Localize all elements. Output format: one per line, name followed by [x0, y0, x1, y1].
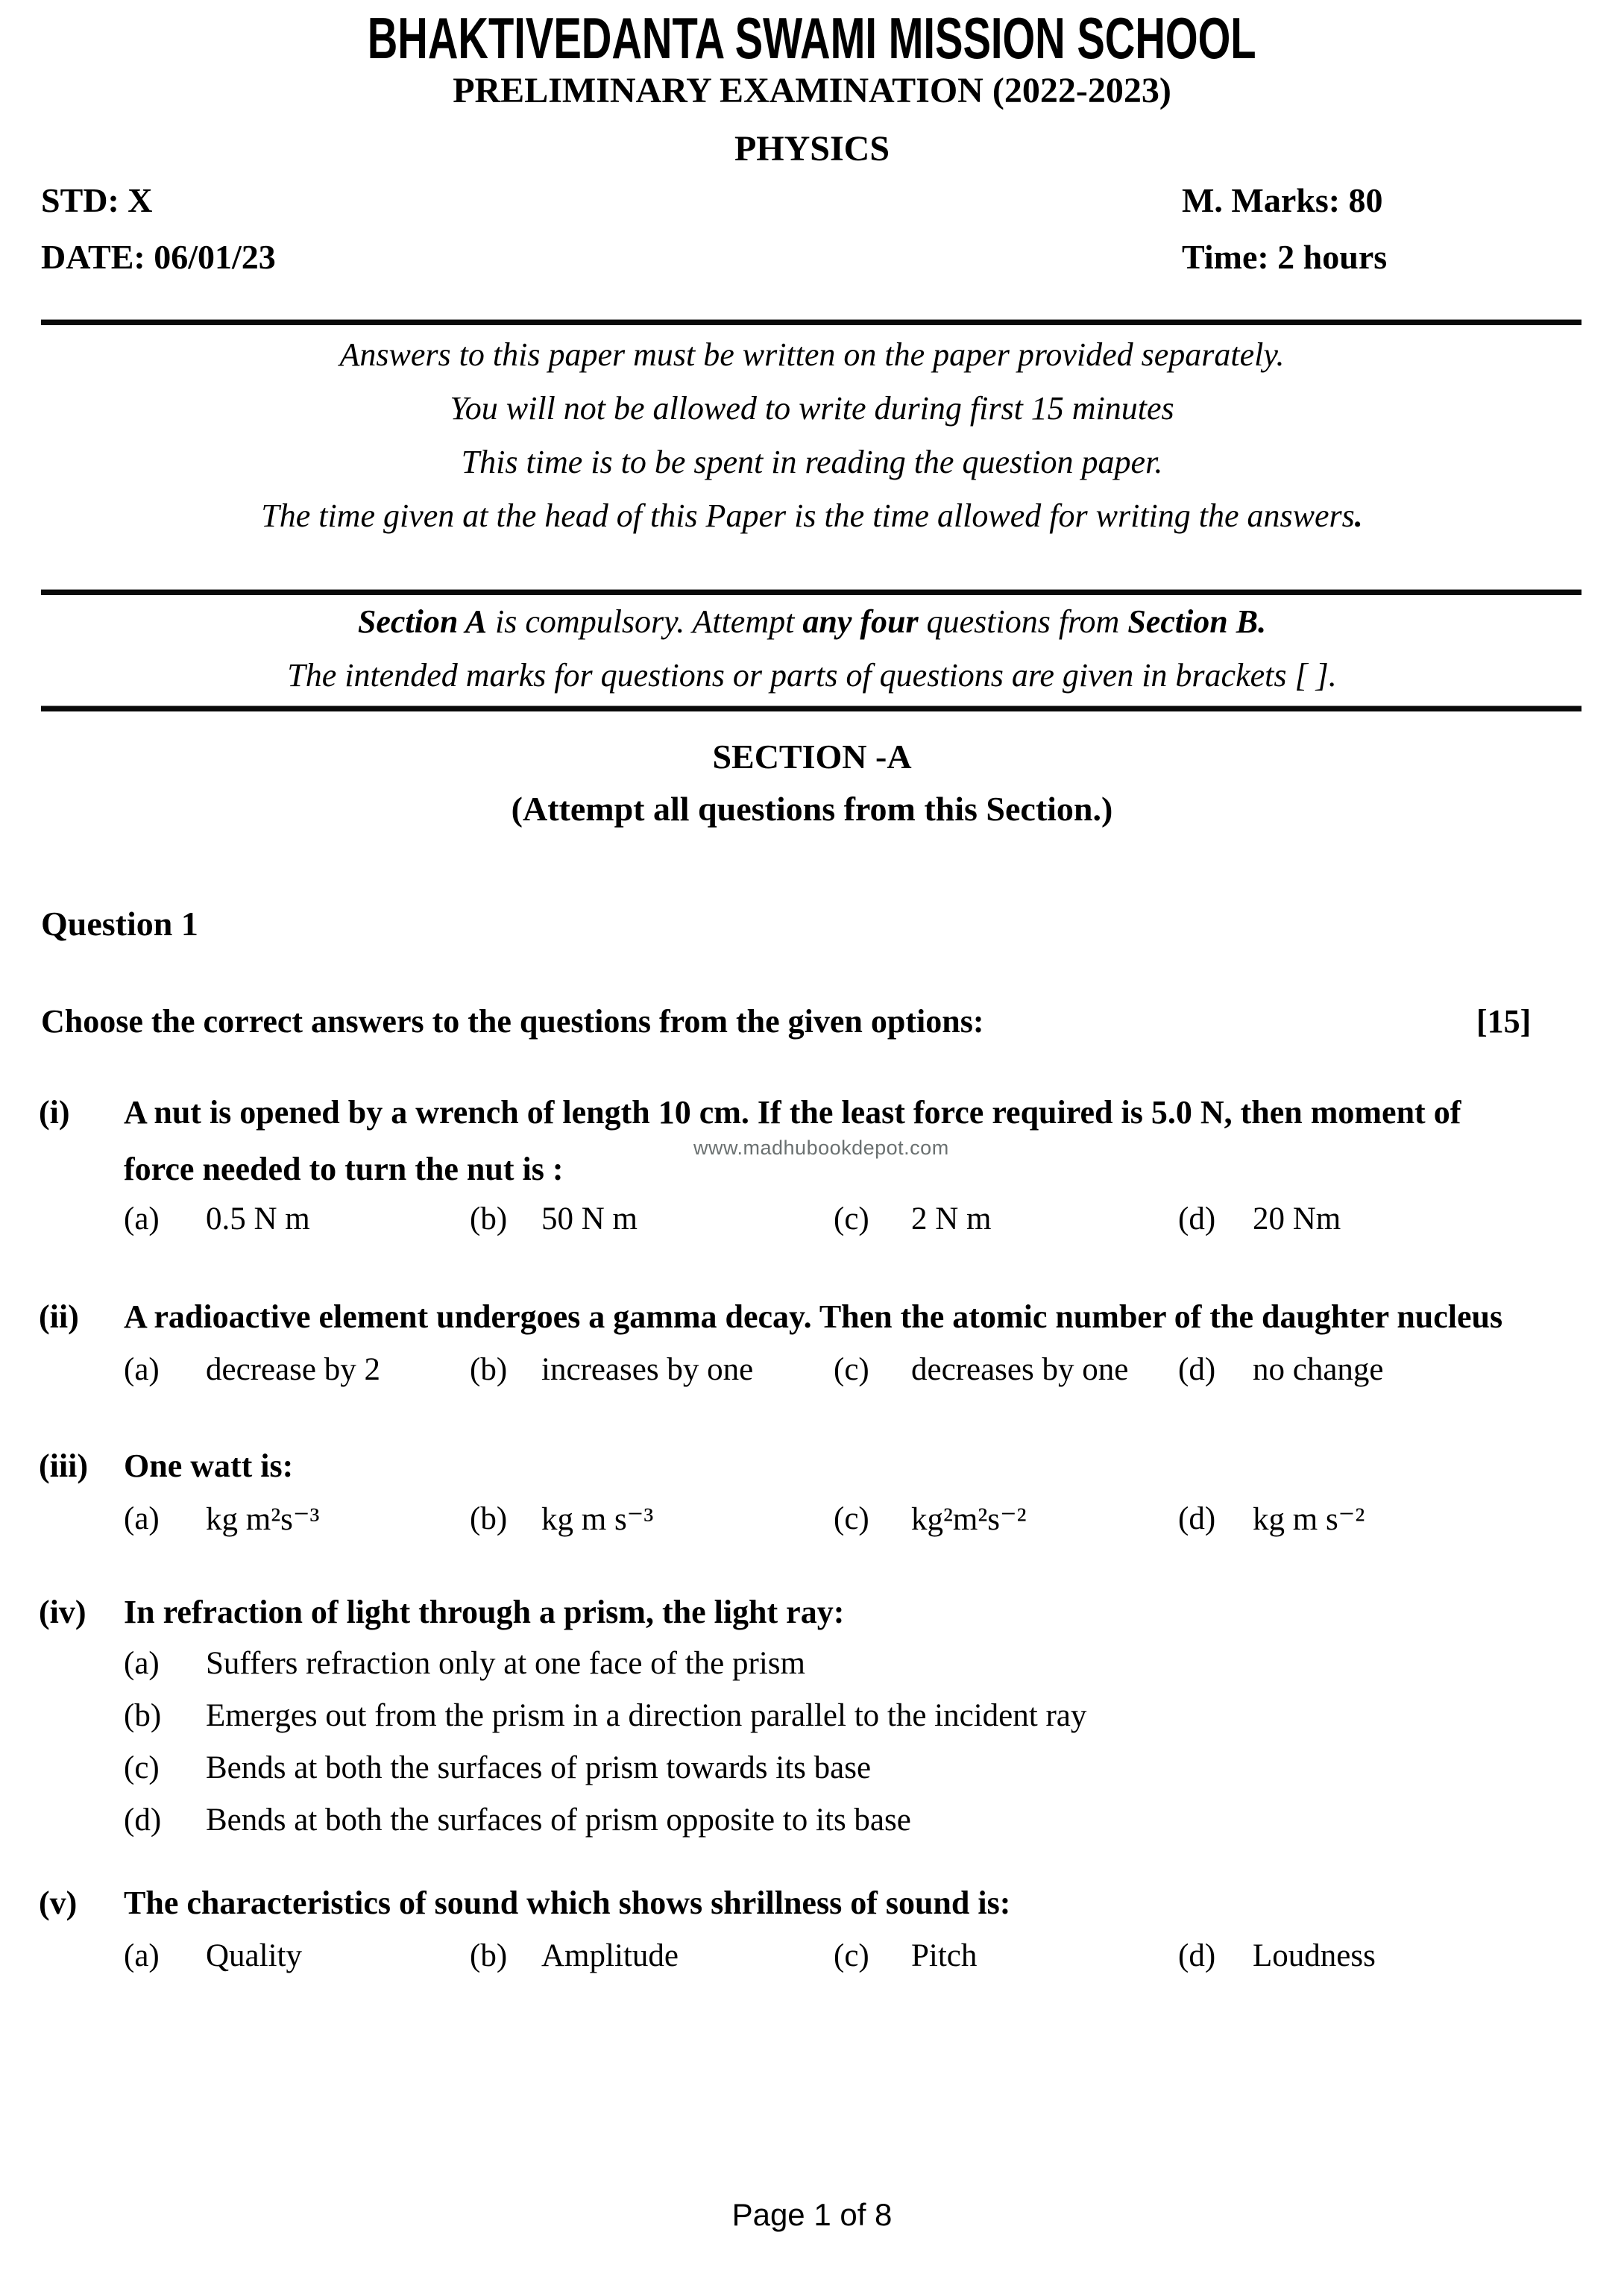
- part-i-option-b-label: (b): [470, 1201, 508, 1236]
- part-iv-option-a-label: (a): [124, 1646, 160, 1681]
- part-i-number: (i): [39, 1094, 70, 1131]
- school-name-text: BHAKTIVEDANTA SWAMI MISSION SCHOOL: [368, 5, 1256, 71]
- part-v-option-c-text: Pitch: [911, 1938, 978, 1973]
- part-iii-number: (iii): [39, 1448, 88, 1484]
- part-iii-option-b-text: kg m s⁻³: [541, 1502, 654, 1537]
- part-iv-number: (iv): [39, 1594, 86, 1630]
- part-v-stem-text: The characteristics of sound which shows shrillness of sound is:: [124, 1885, 1011, 1921]
- part-iii-option-a-label: (a): [124, 1501, 160, 1536]
- part-v-option-a-text: Quality: [206, 1938, 302, 1973]
- part-v-option-d-label: (d): [1178, 1938, 1216, 1973]
- part-i-stem-text-2: force needed to turn the nut is :: [124, 1151, 564, 1187]
- part-v-option-a-label: (a): [124, 1938, 160, 1973]
- exam-title: PRELIMINARY EXAMINATION (2022-2023): [453, 71, 1171, 110]
- part-iv-option-d-text: Bends at both the surfaces of prism opposite to its base: [206, 1803, 911, 1838]
- part-iii-option-c-text: kg²m²s⁻²: [911, 1502, 1027, 1537]
- section-note-section-a: Section A: [357, 603, 488, 640]
- part-ii-option-d-label: (d): [1178, 1352, 1216, 1387]
- horizontal-rule-bottom: [41, 706, 1581, 711]
- section-note-text-2: questions from: [918, 603, 1128, 640]
- horizontal-rule-top: [41, 319, 1581, 325]
- std-label: STD: X: [41, 181, 153, 219]
- instruction-line-1: Answers to this paper must be written on the paper provided separately.: [339, 336, 1285, 373]
- instruction-line-2: You will not be allowed to write during first 15 minutes: [450, 390, 1174, 427]
- part-v-option-b-label: (b): [470, 1938, 508, 1973]
- question-1-title-text: Question 1: [41, 905, 198, 943]
- part-ii-option-a-label: (a): [124, 1352, 160, 1387]
- part-v-option-b-text: Amplitude: [541, 1938, 679, 1973]
- part-iv-option-a-text: Suffers refraction only at one face of the prism: [206, 1646, 805, 1681]
- part-i-stem-text-1: A nut is opened by a wrench of length 10 cm. If the least force required is 5.0 N, then moment of: [124, 1094, 1461, 1131]
- instruction-line-4: [0, 497, 1624, 535]
- part-iv-option-b-text: Emerges out from the prism in a direction parallel to the incident ray: [206, 1698, 1087, 1733]
- part-i-option-d-text: 20 Nm: [1253, 1201, 1341, 1236]
- horizontal-rule-middle: [41, 589, 1581, 595]
- section-note: [0, 603, 1624, 641]
- brackets-note: The intended marks for questions or parts of questions are given in brackets [ ].: [287, 657, 1337, 694]
- date-label: DATE: 06/01/23: [41, 238, 276, 276]
- part-ii-option-b-text: increases by one: [541, 1352, 754, 1387]
- part-ii-option-a-text: decrease by 2: [206, 1352, 380, 1387]
- time-label: Time: 2 hours: [1182, 238, 1388, 276]
- part-ii-number: (ii): [39, 1298, 79, 1335]
- part-iii-option-d-text: kg m s⁻²: [1253, 1502, 1365, 1537]
- instruction-line-4-period: .: [1354, 497, 1363, 534]
- section-note-text-1: is compulsory. Attempt: [487, 603, 803, 640]
- part-ii-option-c-label: (c): [834, 1352, 869, 1387]
- part-iv-option-c-label: (c): [124, 1750, 160, 1785]
- part-v-option-c-label: (c): [834, 1938, 869, 1973]
- section-note-any-four: any four: [802, 603, 919, 640]
- part-i-option-a-label: (a): [124, 1201, 160, 1236]
- instruction-line-4-text: The time given at the head of this Paper is the time allowed for writing the answers: [261, 497, 1355, 534]
- section-note-section-b: Section B.: [1127, 603, 1267, 640]
- watermark: www.madhubookdepot.com: [693, 1137, 949, 1159]
- part-i-option-b-text: 50 N m: [541, 1201, 638, 1236]
- max-marks-label: M. Marks: 80: [1182, 181, 1383, 219]
- part-v-number: (v): [39, 1885, 78, 1921]
- part-ii-option-c-text: decreases by one: [911, 1352, 1129, 1387]
- part-i-option-c-label: (c): [834, 1201, 869, 1236]
- part-iv-option-d-label: (d): [124, 1803, 162, 1838]
- part-iv-stem-text: In refraction of light through a prism, the light ray:: [124, 1594, 845, 1630]
- part-iii-option-a-text: kg m²s⁻³: [206, 1502, 320, 1537]
- question-1-prompt: Choose the correct answers to the questions from the given options:: [41, 1003, 984, 1040]
- school-name: [0, 4, 1624, 72]
- part-iv-option-b-label: (b): [124, 1698, 162, 1733]
- part-iv-option-c-text: Bends at both the surfaces of prism towards its base: [206, 1750, 872, 1785]
- part-i-option-d-label: (d): [1178, 1201, 1216, 1236]
- page-number-footer: Page 1 of 8: [731, 2197, 893, 2232]
- part-ii-option-b-label: (b): [470, 1352, 508, 1387]
- part-ii-stem-text: A radioactive element undergoes a gamma decay. Then the atomic number of the daughter nucleus: [124, 1298, 1503, 1335]
- subject-title: PHYSICS: [734, 129, 890, 169]
- section-a-title: SECTION -A: [712, 738, 912, 776]
- part-iii-option-b-label: (b): [470, 1501, 508, 1536]
- part-i-option-c-text: 2 N m: [911, 1201, 992, 1236]
- part-i-option-a-text: 0.5 N m: [206, 1201, 310, 1236]
- instruction-line-3: This time is to be spent in reading the question paper.: [461, 444, 1163, 480]
- section-a-subtitle: (Attempt all questions from this Section.): [511, 790, 1113, 828]
- part-iii-option-d-label: (d): [1178, 1501, 1216, 1536]
- part-v-option-d-text: Loudness: [1253, 1938, 1376, 1973]
- part-iii-option-c-label: (c): [834, 1501, 869, 1536]
- part-ii-option-d-text: no change: [1253, 1352, 1384, 1387]
- question-1-marks: [15]: [1476, 1003, 1532, 1040]
- part-iii-stem-text: One watt is:: [124, 1448, 294, 1484]
